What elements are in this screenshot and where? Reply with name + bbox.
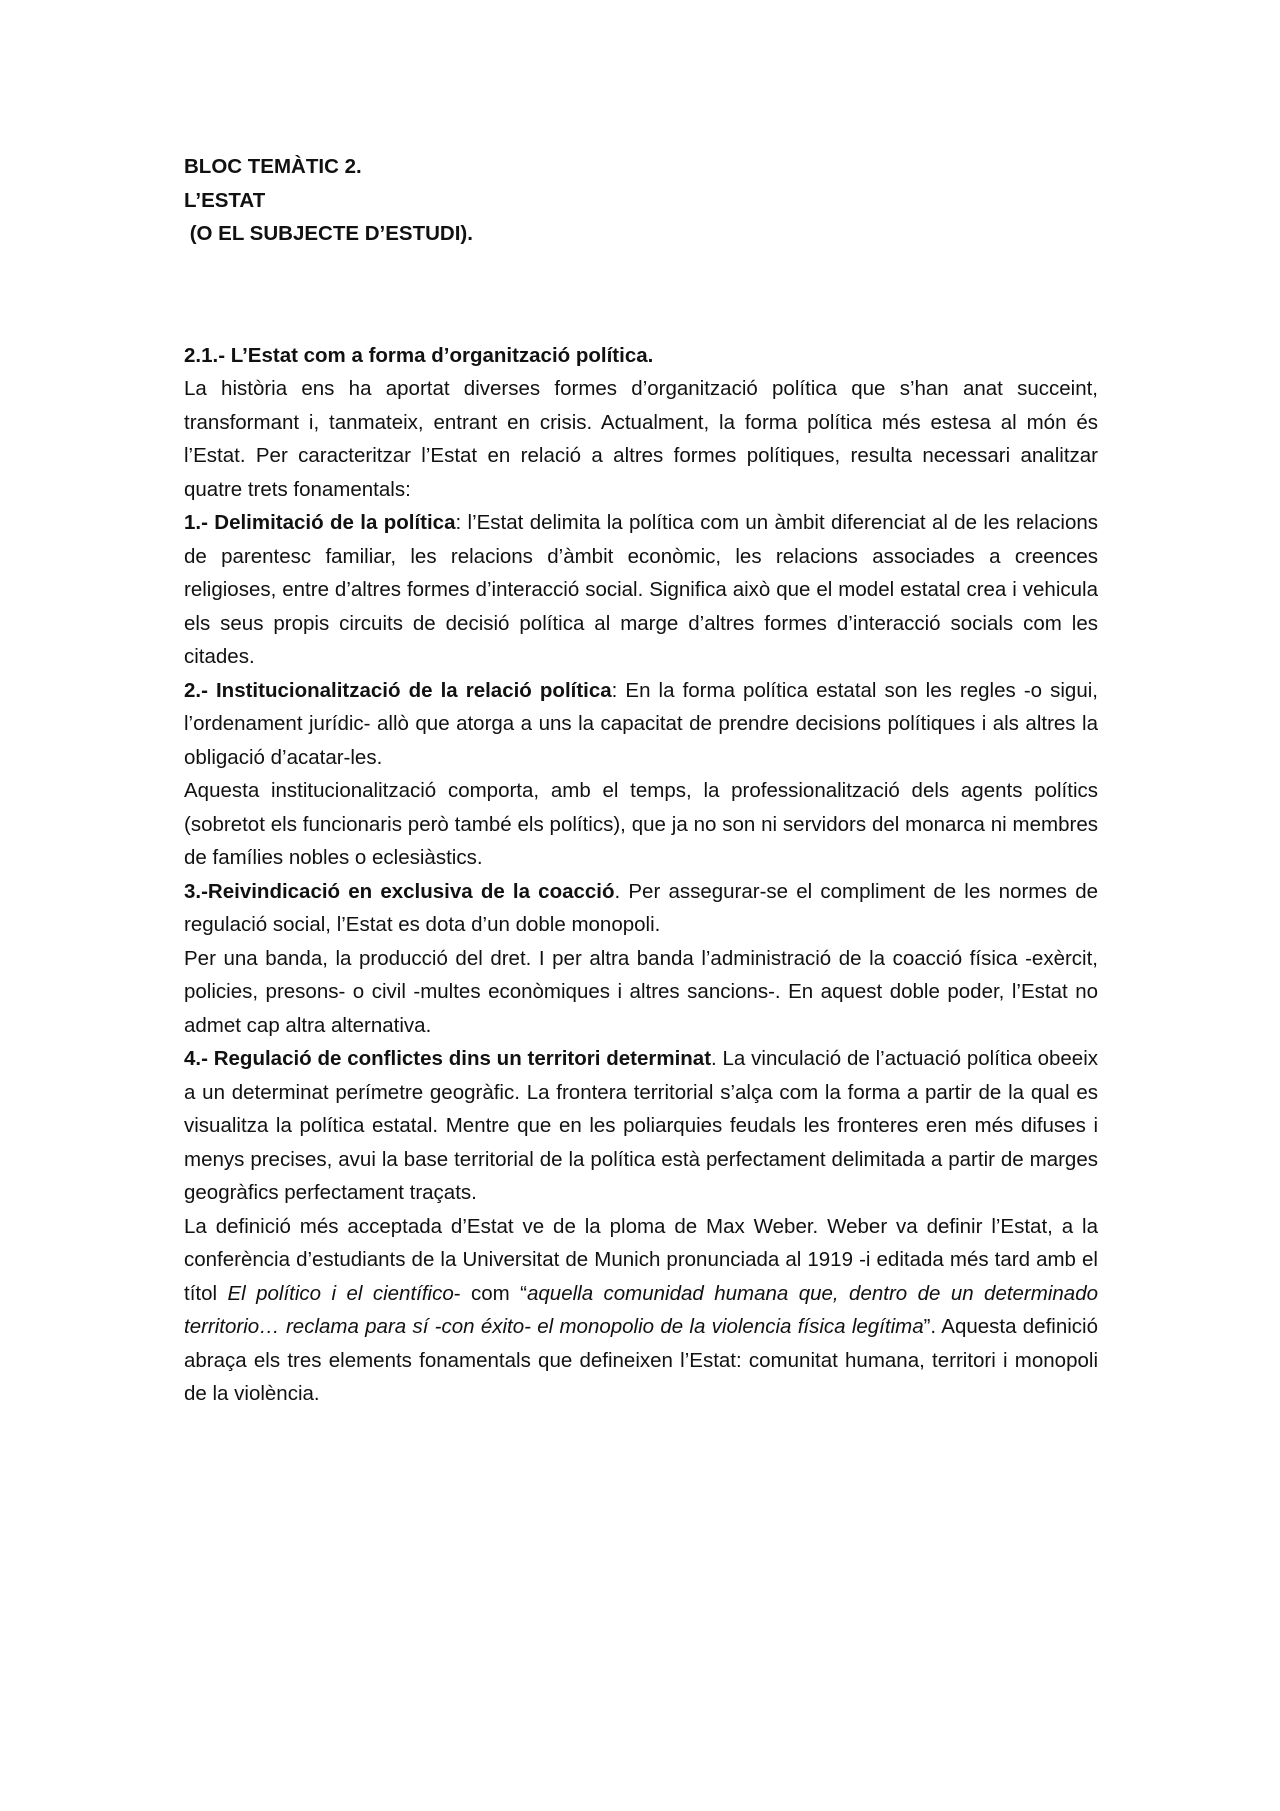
paragraph-point-4 xyxy=(184,1042,1098,1210)
paragraph-professionalization: Aquesta institucionalització comporta, amb el temps, la professionalització dels agents polítics (sobretot els funcionaris però també els polítics), que ja no son ni servidors del monarca ni membres de famílies nobles o eclesiàstics. xyxy=(184,779,1098,869)
title-estat: L’ESTAT xyxy=(184,188,266,212)
point-1-text: : l’Estat delimita la política com un àmbit diferenciat al de les relacions de parentesc familiar, les relacions d’àmbit econòmic, les relacions associades a creences religioses, entre d’altres formes d’interacció social. Significa això que el model estatal crea i vehicula els seus propis circuits de decisió política al marge d’altres formes d’interacció socials com les citades. xyxy=(184,511,1098,668)
document-page xyxy=(184,150,1098,1411)
paragraph-point-1 xyxy=(184,506,1098,674)
point-2-lead: 2.- Institucionalització de la relació política xyxy=(184,678,612,702)
weber-book-title: El político i el científico xyxy=(227,1281,454,1305)
paragraph-weber xyxy=(184,1210,1098,1411)
paragraph-monopoly: Per una banda, la producció del dret. I per altra banda l’administració de la coacció física -exèrcit, policies, presons- o civil -multes econòmiques i altres sancions-. En aquest doble poder, l’Estat no admet cap altra alternativa. xyxy=(184,946,1098,1037)
paragraph-intro: La història ens ha aportat diverses formes d’organització política que s’han anat succeint, transformant i, tanmateix, entrant en crisis. Actualment, la forma política més estesa al món és l’Estat. Per caracteritzar l’Estat en relació a altres formes polítiques, resulta necessari analitzar quatre trets fonamentals: xyxy=(184,377,1098,501)
point-4-lead: 4.- Regulació de conflictes dins un territori determinat xyxy=(184,1047,712,1070)
point-4-text: . La vinculació de l’actuació política obeeix a un determinat perímetre geogràfic. La frontera territorial s’alça com la forma a partir de la qual es visualitza la política estatal. Mentre que en les poliarquies feudals les fronteres eren més difuses i menys precises, avui la base territorial de la política està perfectament delimitada a partir de marges geogràfics perfectament traçats. xyxy=(184,1047,1098,1204)
document-title-block xyxy=(184,150,1098,251)
weber-text-a: La definició més acceptada d’Estat ve de la ploma de Max Weber. Weber va definir l’Estat, a la conferència d’estudiants de la Universitat de Munich pronunciada al 1919 -i editada més tard amb el títol xyxy=(184,1214,1098,1305)
point-3-lead: 3.-Reivindicació en exclusiva de la coacció xyxy=(184,879,615,903)
weber-quote: aquella comunidad humana que, dentro de un determinado territorio… reclama para sí -con éxito- el monopolio de la violencia física legítima xyxy=(184,1281,1098,1338)
point-1-lead: 1.- Delimitació de la política xyxy=(184,511,456,534)
paragraph-point-3 xyxy=(184,875,1098,942)
title-bloc: BLOC TEMÀTIC 2. xyxy=(184,155,362,178)
weber-text-b: - com “ xyxy=(453,1281,527,1305)
section-heading: 2.1.- L’Estat com a forma d’organització política. xyxy=(184,343,654,367)
title-subtitle: (O EL SUBJECTE D’ESTUDI). xyxy=(184,222,473,245)
point-3-text: . Per assegurar-se el compliment de les normes de regulació social, l’Estat es dota d’un doble monopoli. xyxy=(184,879,1098,936)
weber-text-c: ”. Aquesta definició abraça els tres elements fonamentals que defineixen l’Estat: comunitat humana, territori i monopoli de la violència. xyxy=(184,1315,1098,1405)
paragraph-point-2 xyxy=(184,674,1098,775)
point-2-text: : En la forma política estatal son les regles -o sigui, l’ordenament jurídic- allò que atorga a uns la capacitat de prendre decisions polítiques i als altres la obligació d’acatar-les. xyxy=(184,678,1098,769)
